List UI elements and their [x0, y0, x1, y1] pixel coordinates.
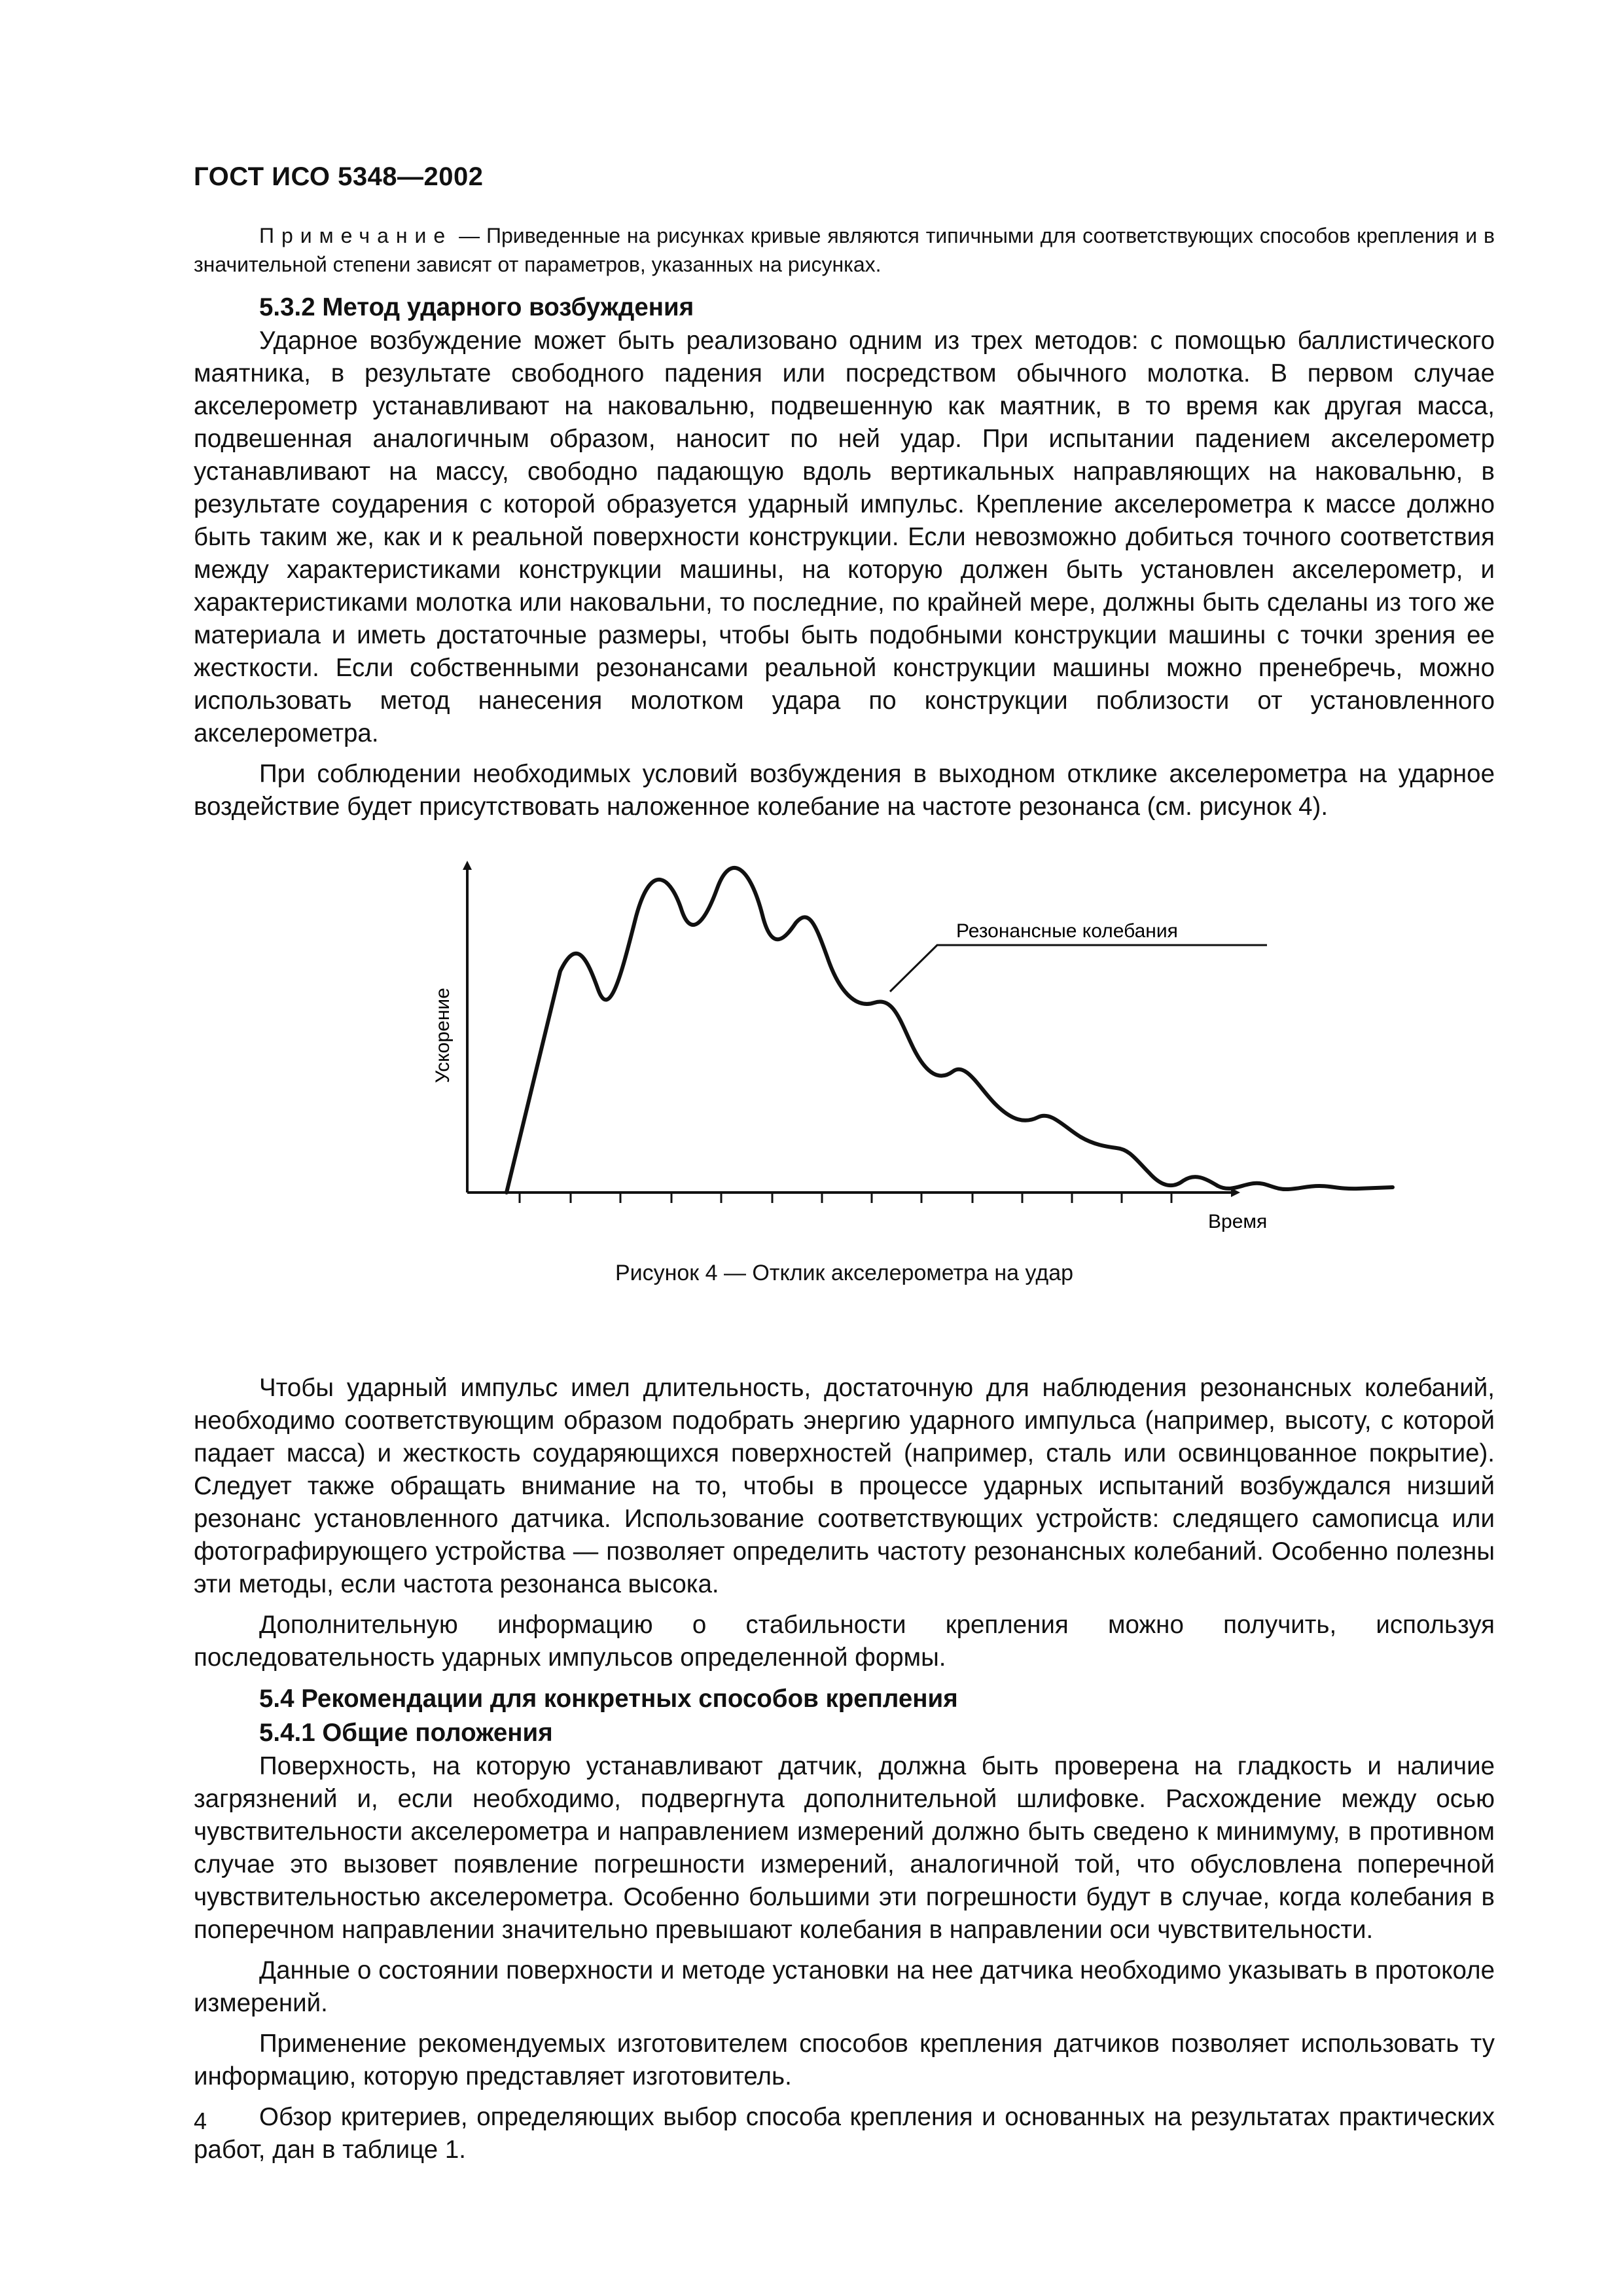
paragraph-surface-check: Поверхность, на которую устанавливают датчик, должна быть проверена на гладкость и наличие загрязнений и, если необходимо, подвергнута дополнительной шлифовке. Расхождение между осью чувствительности акселерометра и направлением измерений должно быть сведено к минимуму, в противном случае это вызовет появление погрешности измерений, аналогичной той, что обусловлена поперечной чувствительностью акселерометра. Особенно большими эти погрешности будут в случае, когда колебания в поперечном направлении значительно превышают колебания в направлении оси чувствительности. — [194, 1752, 1495, 1944]
note-text: — Приведенные на рисунках кривые являются типичными для соответствующих способов крепления и в значительной степени зависят от параметров, указанных на рисунках. — [194, 224, 1495, 276]
figure-4 — [194, 839, 1495, 1258]
figure-caption: Рисунок 4 — Отклик акселерометра на удар — [615, 1261, 1074, 1285]
y-axis-label: Ускорение — [432, 988, 454, 1083]
section-heading-5-4-1: 5.4.1 Общие положения — [259, 1719, 553, 1747]
paragraph-impact-methods: Ударное возбуждение может быть реализовано одним из трех методов: с помощью баллистического маятника, в результате свободного падения или посредством обычного молотка. В первом случае акселерометр устанавливают на наковальню, подвешенную как маятник, в то время как другая масса, подвешенная аналогичным образом, наносит по ней удар. При испытании падением акселерометр устанавливают на массу, свободно падающую вдоль вертикальных направляющих на наковальню, в результате соударения с которой образуется ударный импульс. Крепление акселерометра к массе должно быть таким же, как и к реальной поверхности конструкции. Если невозможно добиться точного соответствия между характеристиками конструкции машины, на которую должен быть установлен акселерометр, и характеристиками молотка или наковальни, то последние, по крайней мере, должны быть сделаны из того же материала и иметь достаточные размеры, чтобы быть подобными конструкции машины с точки зрения ее жесткости. Если собственными резонансами реальной конструкции машины можно пренебречь, можно использовать метод нанесения молотком удара по конструкции поблизости от установленного акселерометра. — [194, 327, 1495, 747]
paragraph-resonance-note: При соблюдении необходимых условий возбуждения в выходном отклике акселерометра на ударное воздействие будет присутствовать наложенное колебание на частоте резонанса (см. рисунок 4). — [194, 760, 1495, 821]
accelerometer-response-figure — [194, 839, 1495, 1258]
page-number: 4 — [194, 2108, 207, 2134]
note-paragraph — [194, 221, 1495, 279]
x-axis-ticks — [520, 1193, 1171, 1203]
page-content — [194, 221, 1495, 2174]
paragraph-manufacturer: Применение рекомендуемых изготовителем способов крепления датчиков позволяет использовать ту информацию, которую представляет изготовитель. — [194, 2030, 1495, 2090]
section-heading-5-4: 5.4 Рекомендации для конкретных способов крепления — [259, 1685, 958, 1713]
annotation-leader — [890, 945, 1267, 992]
note-label: Примечание — [259, 224, 453, 247]
paragraph-stability: Дополнительную информацию о стабильности крепления можно получить, используя последовательность ударных импульсов определенной формы. — [194, 1611, 1495, 1672]
paragraph-table-ref: Обзор критериев, определяющих выбор способа крепления и основанных на результатах практических работ, дан в таблице 1. — [194, 2103, 1495, 2164]
paragraph-protocol: Данные о состоянии поверхности и методе установки на нее датчика необходимо указывать в протоколе измерений. — [194, 1956, 1495, 2017]
annotation-label: Резонансные колебания — [956, 920, 1178, 942]
paragraph-impulse-duration: Чтобы ударный импульс имел длительность, достаточную для наблюдения резонансных колебаний, необходимо соответствующим образом подобрать энергию ударного импульса (например, высоту, с которой падает масса) и жесткость соударяющихся поверхностей (например, сталь или освинцованное покрытие). Следует также обращать внимание на то, чтобы в процессе ударных испытаний возбуждался низший резонанс установленного датчика. Использование соответствующих устройств: следящего самописца или фотографирующего устройства — позволяет определить частоту резонансных колебаний. Особенно полезны эти методы, если частота резонанса высока. — [194, 1374, 1495, 1598]
response-curve — [507, 868, 1393, 1193]
x-axis-label: Время — [1208, 1211, 1268, 1232]
section-heading-5-3-2: 5.3.2 Метод ударного возбуждения — [259, 293, 694, 321]
standard-header: ГОСТ ИСО 5348—2002 — [194, 162, 484, 191]
